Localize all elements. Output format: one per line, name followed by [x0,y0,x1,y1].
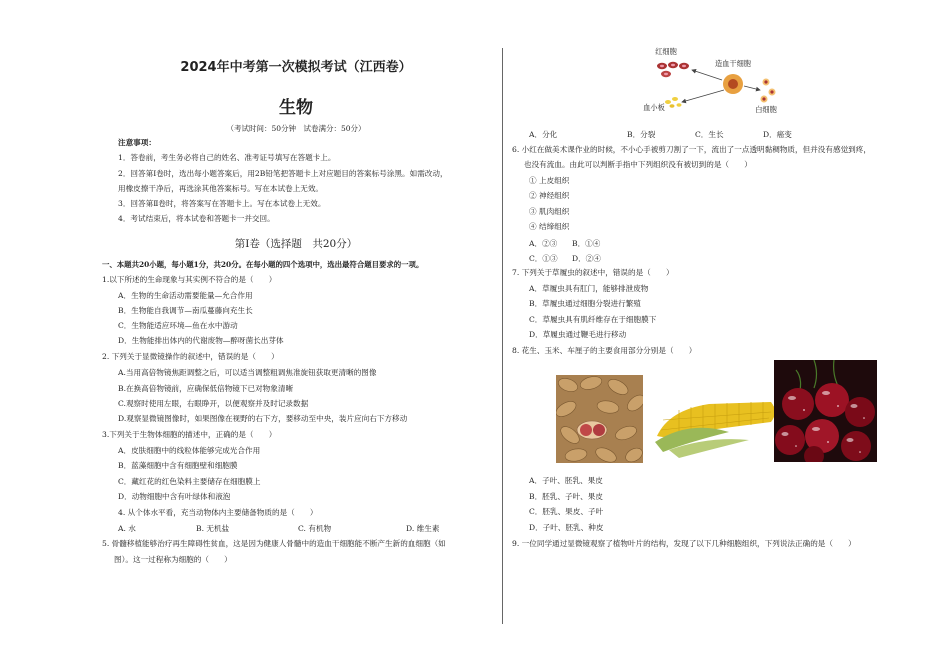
q1-option-c: C．生物能适应环境—鱼在水中游动 [118,321,238,330]
q6-item-4: ④ 结缔组织 [529,222,570,231]
exam-info: （考试时间：50分钟 试卷满分：50分） [226,124,366,133]
q5-option-b: B．分裂 [627,130,656,139]
peanut-kernels [577,421,607,439]
q7-option-d: D．草履虫通过鞭毛进行移动 [529,330,627,339]
blood-cell-diagram [632,44,792,120]
q2-option-b: B.在换高倍物镜前，应确保低倍物镜下已对物象清晰 [118,384,294,393]
q6-item-3: ③ 肌肉组织 [529,207,570,216]
q5-option-d: D．癌变 [763,130,792,139]
q1-option-d: D．生物能排出体内的代谢废物—醉呀菌长出芽体 [118,336,284,345]
q3-option-a: A．皮肤细胞中的线粒体能够完成光合作用 [118,446,261,455]
q8-option-b: B．胚乳、子叶、果皮 [529,492,603,501]
q3-option-d: D．动物细胞中含有叶绿体和液泡 [118,492,231,501]
q7-option-c: C．草履虫具有肌纤维存在于细胞膜下 [529,315,657,324]
label-red-cell: 红细胞 [655,47,677,56]
q1-option-a: A．生物的生命活动需要能量—允合作用 [118,291,253,300]
note-2-cont: 用橡皮擦干净后，再选涂其他答案标号。写在本试卷上无效。 [118,184,324,193]
q5-option-a: A．分化 [529,130,558,139]
red-cells [657,62,689,77]
q3-stem: 3.下列关于生物体细胞的描述中，正确的是（ ） [102,430,277,439]
q8-option-a: A．子叶、胚乳、果皮 [529,476,603,485]
stem-cell [723,74,743,94]
note-4: 4．考试结束后，将本试卷和答题卡一并交回。 [118,214,275,223]
label-stem-cell: 造血干细胞 [715,59,751,68]
section-title: 第Ⅰ卷（选择题 共20分） [234,238,358,250]
white-cells [761,79,776,103]
q7-option-a: A．草履虫具有肛门，能够排泄废物 [529,284,649,293]
q8-stem: 8. 花生、玉米、车厘子的主要食用部分分别是（ ） [512,346,697,355]
q9-stem: 9. 一位同学通过显微镜观察了植物叶片的结构，发现了以下几种细胞组织，下列说法正确的是（ ） [512,539,856,548]
note-2: 2．回答第Ⅰ卷时，选出每小题答案后，用2B铅笔把答题卡上对应题目的答案标号涂黑。如需改动， [118,169,448,178]
note-3: 3．回答第Ⅱ卷时，将答案写在答题卡上。写在本试卷上无效。 [118,199,326,208]
peanut-photo [556,375,643,463]
q4-option-a: A. 水 [118,524,136,533]
q2-option-c: C.观察时使用左眼，右眼睁开，以便观察并及时记录数据 [118,399,309,408]
q6-option-b: B．①④ [572,239,601,248]
q6-item-1: ① 上皮组织 [529,176,570,185]
q4-option-d: D. 维生素 [406,524,440,533]
q8-option-d: D．子叶、胚乳、种皮 [529,523,604,532]
q7-stem: 7. 下列关于草履虫的叙述中，错误的是（ ） [512,268,674,277]
q2-option-d: D.观察显微镜图像时，如果图像在视野的右下方，要移动至中央，装片应向右下方移动 [118,414,408,423]
q6-line-2: 也没有流血。由此可以判断手指中下列组织没有被切到的是（ ） [524,160,752,169]
q5-option-c: C．生长 [695,130,724,139]
q6-option-c: C．①③ [529,254,558,263]
q4-option-c: C. 有机物 [298,524,332,533]
cherries-photo [774,360,877,462]
q1-stem: 1.以下所述的生命现象与其实例不符合的是（ ） [102,275,277,284]
q5-line-1: 5. 骨髓移植能够治疗再生障碍性贫血，这是因为健康人骨髓中的造血干细胞能不断产生新的血细胞（如 [102,539,446,548]
q6-line-1: 6. 小红在做美术课作业的时候，不小心手被剪刀割了一下，流出了一点透明黏稠物质，但并没有感觉到疼， [512,145,871,154]
q4-option-b: B. 无机盐 [196,524,230,533]
q7-option-b: B．草履虫通过细胞分裂进行繁殖 [529,299,641,308]
section-instruction: 一、本题共20小题，每小题1分，共20分。在每小题的四个选项中，选出最符合题目要求的一项。 [102,260,424,269]
q2-option-a: A.当用高倍物镜焦距调整之后，可以适当调整粗调焦准旋钮获取更清晰的图像 [118,368,377,377]
platelets [665,97,682,108]
notes-heading: 注意事项： [118,138,156,147]
exam-title: 2024年中考第一次模拟考试（江西卷） [180,60,412,75]
label-platelet: 血小板 [643,103,665,112]
q3-option-c: C．藏红花的红色染料主要储存在细胞膜上 [118,477,261,486]
column-divider [502,48,503,624]
q8-option-c: C．胚乳、果皮、子叶 [529,507,604,516]
q6-item-2: ② 神经组织 [529,191,570,200]
q4-stem: 4. 从个体水平看，充当动物体内主要储备物质的是（ ） [118,508,318,517]
q1-option-b: B．生物能自我调节—南瓜蔓藤向充生长 [118,306,253,315]
q6-option-a: A．②③ [529,239,558,248]
q5-line-2: 图）。这一过程称为细胞的（ ） [114,555,232,564]
q3-option-b: B．蓝藻细胞中含有细胞壁和细胞膜 [118,461,238,470]
note-1: 1．答卷前，考生务必将自己的姓名、准考证号填写在答题卡上。 [118,153,336,162]
q2-stem: 2. 下列关于显微镜操作的叙述中，错误的是（ ） [102,352,279,361]
q6-option-d: D．②④ [572,254,601,263]
subject-title: 生物 [279,98,313,118]
label-white-cell: 白细胞 [755,105,777,114]
